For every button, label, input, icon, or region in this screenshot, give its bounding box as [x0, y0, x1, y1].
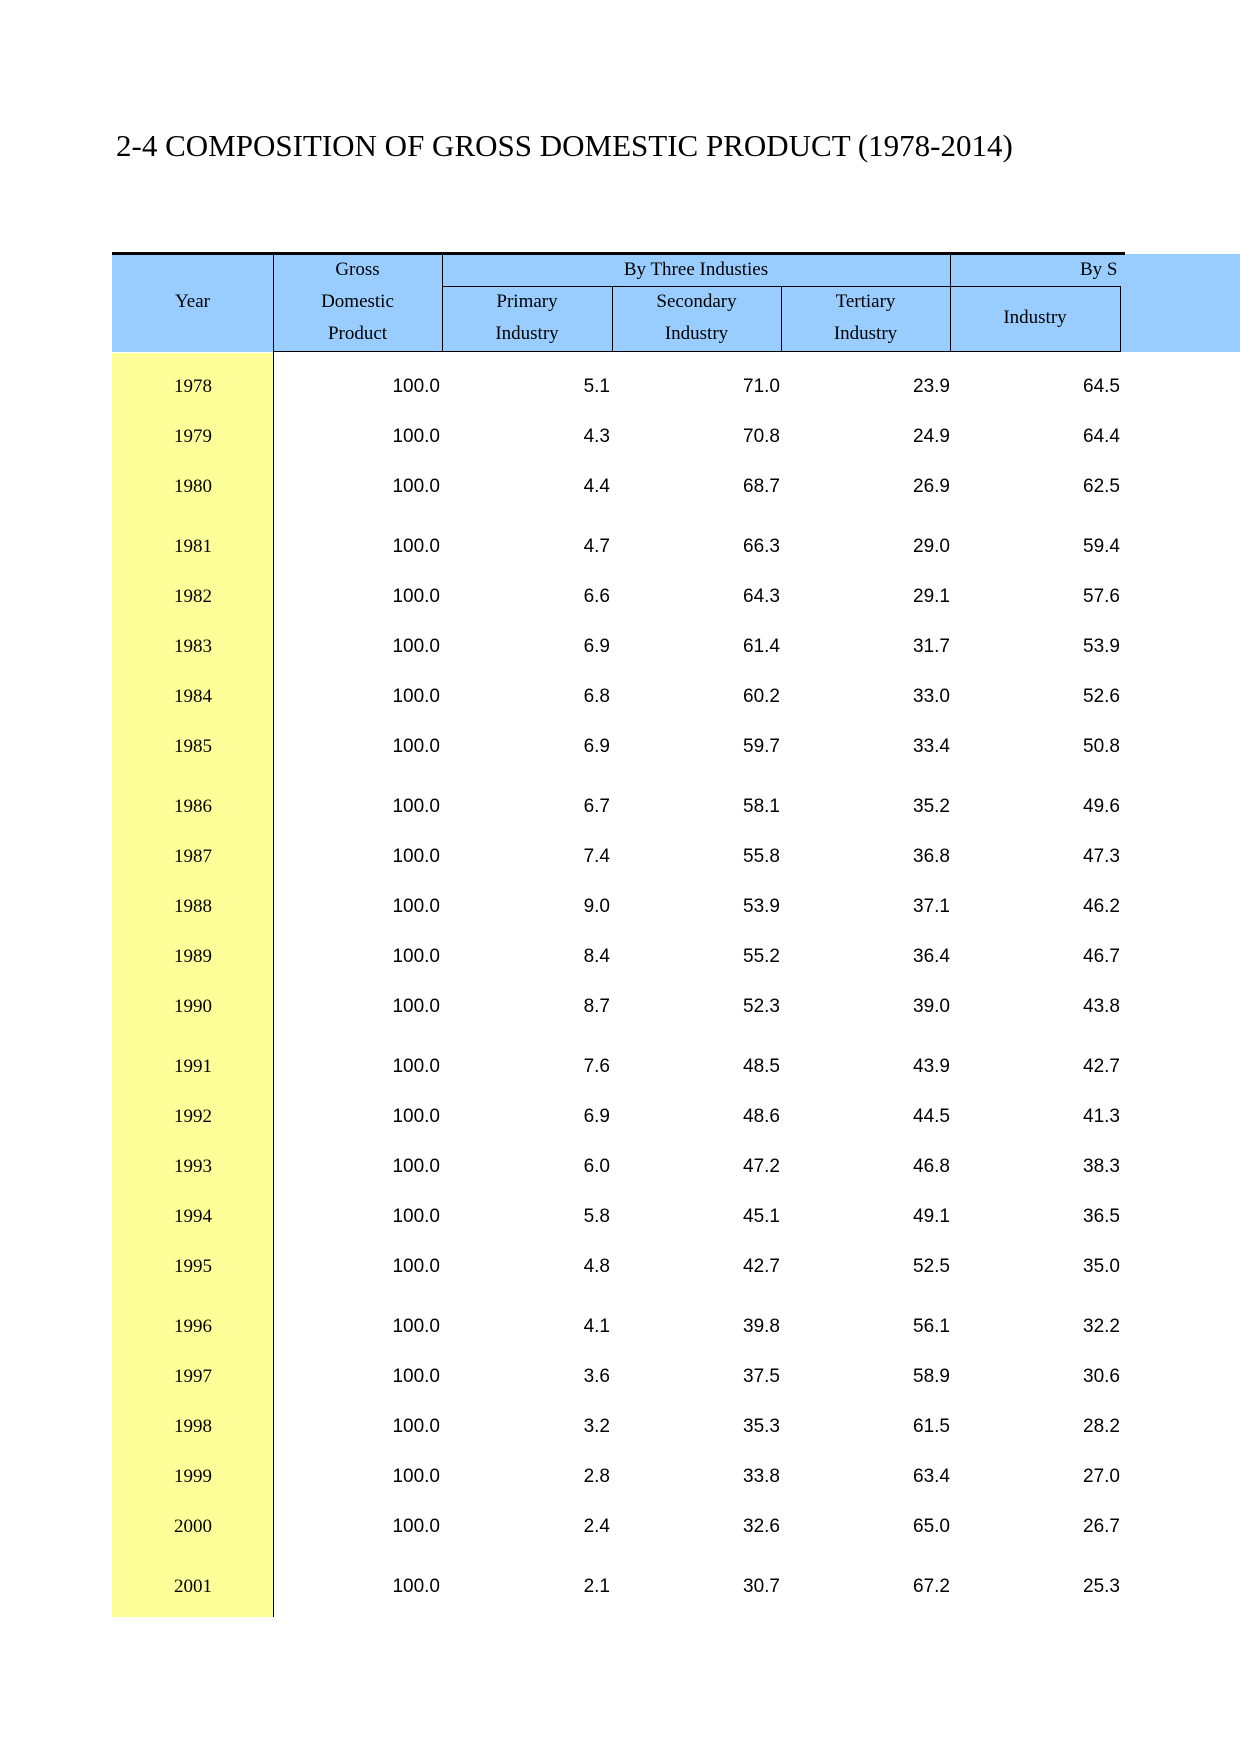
tertiary-cell: 49.1	[913, 1206, 950, 1227]
primary-cell: 6.9	[583, 636, 610, 657]
tertiary-cell: 36.4	[913, 946, 950, 967]
primary-cell: 6.6	[583, 586, 610, 607]
industry-cell: 36.5	[1083, 1206, 1120, 1227]
industry-cell: 28.2	[1083, 1416, 1120, 1437]
gdp-cell: 100.0	[392, 1056, 440, 1077]
tertiary-cell: 33.0	[913, 686, 950, 707]
industry-cell: 53.9	[1083, 636, 1120, 657]
header-gdp-line1: Gross	[335, 259, 380, 280]
gdp-cell: 100.0	[392, 586, 440, 607]
year-cell: 1982	[174, 586, 212, 607]
industry-cell: 59.4	[1083, 536, 1120, 557]
header-secondary-line1: Secondary	[656, 291, 737, 312]
industry-cell: 64.5	[1083, 376, 1120, 397]
header-primary-line2: Industry	[495, 323, 559, 344]
secondary-cell: 58.1	[743, 796, 780, 817]
secondary-cell: 33.8	[743, 1466, 780, 1487]
year-cell: 1980	[174, 476, 212, 497]
primary-cell: 6.0	[583, 1156, 610, 1177]
header-primary-line1: Primary	[496, 291, 558, 312]
secondary-cell: 30.7	[743, 1576, 780, 1597]
table-row	[0, 987, 1240, 1027]
primary-cell: 6.7	[583, 796, 610, 817]
industry-cell: 52.6	[1083, 686, 1120, 707]
primary-cell: 6.9	[583, 1106, 610, 1127]
secondary-cell: 32.6	[743, 1516, 780, 1537]
industry-cell: 25.3	[1083, 1576, 1120, 1597]
primary-cell: 4.1	[583, 1316, 610, 1337]
primary-cell: 4.4	[583, 476, 610, 497]
gdp-cell: 100.0	[392, 1366, 440, 1387]
header-gdp-line2: Domestic	[321, 291, 394, 312]
header-divider-industry	[1120, 286, 1121, 352]
tertiary-cell: 67.2	[913, 1576, 950, 1597]
gdp-cell: 100.0	[392, 1576, 440, 1597]
table-row	[0, 837, 1240, 877]
secondary-cell: 37.5	[743, 1366, 780, 1387]
table-row	[0, 627, 1240, 667]
year-cell: 1988	[174, 896, 212, 917]
gdp-cell: 100.0	[392, 1256, 440, 1277]
table-row	[0, 467, 1240, 507]
table-row	[0, 367, 1240, 407]
secondary-cell: 60.2	[743, 686, 780, 707]
industry-cell: 62.5	[1083, 476, 1120, 497]
secondary-cell: 53.9	[743, 896, 780, 917]
header-secondary-line2: Industry	[664, 323, 729, 344]
tertiary-cell: 43.9	[913, 1056, 950, 1077]
secondary-cell: 47.2	[743, 1156, 780, 1177]
industry-cell: 43.8	[1083, 996, 1120, 1017]
gdp-cell: 100.0	[392, 1516, 440, 1537]
secondary-cell: 70.8	[743, 426, 780, 447]
gdp-cell: 100.0	[392, 846, 440, 867]
industry-cell: 30.6	[1083, 1366, 1120, 1387]
year-cell: 1994	[174, 1206, 212, 1227]
tertiary-cell: 31.7	[913, 636, 950, 657]
gdp-cell: 100.0	[392, 536, 440, 557]
year-cell: 1979	[174, 426, 212, 447]
year-cell: 1983	[174, 636, 212, 657]
header-year: Year	[174, 291, 210, 312]
secondary-cell: 35.3	[743, 1416, 780, 1437]
year-cell: 2001	[174, 1576, 212, 1597]
secondary-cell: 61.4	[743, 636, 780, 657]
table-row	[0, 1407, 1240, 1447]
tertiary-cell: 33.4	[913, 736, 950, 757]
secondary-cell: 52.3	[743, 996, 780, 1017]
primary-cell: 5.8	[583, 1206, 610, 1227]
secondary-cell: 48.5	[743, 1056, 780, 1077]
tertiary-cell: 46.8	[913, 1156, 950, 1177]
tertiary-cell: 36.8	[913, 846, 950, 867]
table-row	[0, 677, 1240, 717]
table-row	[0, 1097, 1240, 1137]
table-row	[0, 727, 1240, 767]
gdp-cell: 100.0	[392, 1466, 440, 1487]
header-three-industries: By Three Industies	[623, 259, 769, 280]
year-cell: 1985	[174, 736, 212, 757]
primary-cell: 2.4	[583, 1516, 610, 1537]
year-cell: 2000	[174, 1516, 212, 1537]
gdp-cell: 100.0	[392, 946, 440, 967]
secondary-cell: 59.7	[743, 736, 780, 757]
primary-cell: 7.6	[583, 1056, 610, 1077]
primary-cell: 6.9	[583, 736, 610, 757]
header-gdp-line3: Product	[327, 323, 388, 344]
secondary-cell: 71.0	[743, 376, 780, 397]
primary-cell: 2.1	[583, 1576, 610, 1597]
table-row	[0, 1197, 1240, 1237]
gdp-cell: 100.0	[392, 426, 440, 447]
gdp-cell: 100.0	[392, 996, 440, 1017]
header-industry: Industry	[1003, 307, 1067, 328]
industry-cell: 42.7	[1083, 1056, 1120, 1077]
tertiary-cell: 61.5	[913, 1416, 950, 1437]
year-cell: 1995	[174, 1256, 212, 1277]
gdp-cell: 100.0	[392, 1106, 440, 1127]
industry-cell: 47.3	[1083, 846, 1120, 867]
table-row	[0, 937, 1240, 977]
primary-cell: 8.4	[583, 946, 610, 967]
secondary-cell: 48.6	[743, 1106, 780, 1127]
industry-cell: 38.3	[1083, 1156, 1120, 1177]
table-row	[0, 1247, 1240, 1287]
industry-cell: 35.0	[1083, 1256, 1120, 1277]
gdp-cell: 100.0	[392, 1416, 440, 1437]
year-cell: 1996	[174, 1316, 212, 1337]
secondary-cell: 64.3	[743, 586, 780, 607]
primary-cell: 8.7	[583, 996, 610, 1017]
primary-cell: 4.7	[583, 536, 610, 557]
year-cell: 1991	[174, 1056, 212, 1077]
primary-cell: 3.2	[583, 1416, 610, 1437]
year-cell: 1998	[174, 1416, 212, 1437]
industry-cell: 50.8	[1083, 736, 1120, 757]
industry-cell: 46.2	[1083, 896, 1120, 917]
tertiary-cell: 24.9	[913, 426, 950, 447]
gdp-cell: 100.0	[392, 796, 440, 817]
table-row	[0, 417, 1240, 457]
table-row	[0, 1357, 1240, 1397]
secondary-cell: 42.7	[743, 1256, 780, 1277]
year-cell: 1981	[174, 536, 212, 557]
table-row	[0, 527, 1240, 567]
tertiary-cell: 52.5	[913, 1256, 950, 1277]
secondary-cell: 68.7	[743, 476, 780, 497]
industry-cell: 46.7	[1083, 946, 1120, 967]
year-cell: 1999	[174, 1466, 212, 1487]
header-tertiary-line2: Industry	[833, 323, 898, 344]
table-row	[0, 1567, 1240, 1607]
header-tertiary-line1: Tertiary	[835, 291, 896, 312]
industry-cell: 64.4	[1083, 426, 1120, 447]
year-cell: 1989	[174, 946, 212, 967]
primary-cell: 4.3	[583, 426, 610, 447]
tertiary-cell: 29.1	[913, 586, 950, 607]
table-row	[0, 1307, 1240, 1347]
tertiary-cell: 26.9	[913, 476, 950, 497]
header-bottom-rule	[273, 351, 1120, 352]
header-by-sector-partial: By S	[1080, 259, 1118, 280]
primary-cell: 3.6	[583, 1366, 610, 1387]
table-row	[0, 1147, 1240, 1187]
gdp-cell: 100.0	[392, 736, 440, 757]
year-cell: 1993	[174, 1156, 212, 1177]
secondary-cell: 55.2	[743, 946, 780, 967]
gdp-cell: 100.0	[392, 1156, 440, 1177]
secondary-cell: 66.3	[743, 536, 780, 557]
year-cell: 1984	[174, 686, 212, 707]
page-title: 2-4 COMPOSITION OF GROSS DOMESTIC PRODUCT (1978-2014)	[116, 128, 1013, 163]
tertiary-cell: 39.0	[913, 996, 950, 1017]
table-row	[0, 787, 1240, 827]
gdp-cell: 100.0	[392, 636, 440, 657]
year-cell: 1986	[174, 796, 212, 817]
industry-cell: 32.2	[1083, 1316, 1120, 1337]
primary-cell: 9.0	[583, 896, 610, 917]
primary-cell: 5.1	[583, 376, 610, 397]
year-cell: 1978	[174, 376, 212, 397]
gdp-cell: 100.0	[392, 1316, 440, 1337]
year-cell: 1990	[174, 996, 212, 1017]
gdp-cell: 100.0	[392, 896, 440, 917]
year-cell: 1997	[174, 1366, 212, 1387]
table-row	[0, 1047, 1240, 1087]
tertiary-cell: 37.1	[913, 896, 950, 917]
gdp-cell: 100.0	[392, 686, 440, 707]
secondary-cell: 55.8	[743, 846, 780, 867]
secondary-cell: 39.8	[743, 1316, 780, 1337]
year-cell: 1987	[174, 846, 212, 867]
primary-cell: 4.8	[583, 1256, 610, 1277]
table-row	[0, 887, 1240, 927]
primary-cell: 6.8	[583, 686, 610, 707]
tertiary-cell: 65.0	[913, 1516, 950, 1537]
tertiary-cell: 35.2	[913, 796, 950, 817]
industry-cell: 49.6	[1083, 796, 1120, 817]
year-cell: 1992	[174, 1106, 212, 1127]
industry-cell: 41.3	[1083, 1106, 1120, 1127]
tertiary-cell: 63.4	[913, 1466, 950, 1487]
primary-cell: 7.4	[583, 846, 610, 867]
tertiary-cell: 56.1	[913, 1316, 950, 1337]
industry-cell: 57.6	[1083, 586, 1120, 607]
tertiary-cell: 58.9	[913, 1366, 950, 1387]
tertiary-cell: 29.0	[913, 536, 950, 557]
primary-cell: 2.8	[583, 1466, 610, 1487]
table-row	[0, 577, 1240, 617]
industry-cell: 27.0	[1083, 1466, 1120, 1487]
table-row	[0, 1457, 1240, 1497]
tertiary-cell: 44.5	[913, 1106, 950, 1127]
gdp-cell: 100.0	[392, 376, 440, 397]
gdp-cell: 100.0	[392, 476, 440, 497]
tertiary-cell: 23.9	[913, 376, 950, 397]
secondary-cell: 45.1	[743, 1206, 780, 1227]
industry-cell: 26.7	[1083, 1516, 1120, 1537]
gdp-cell: 100.0	[392, 1206, 440, 1227]
table-row	[0, 1507, 1240, 1547]
